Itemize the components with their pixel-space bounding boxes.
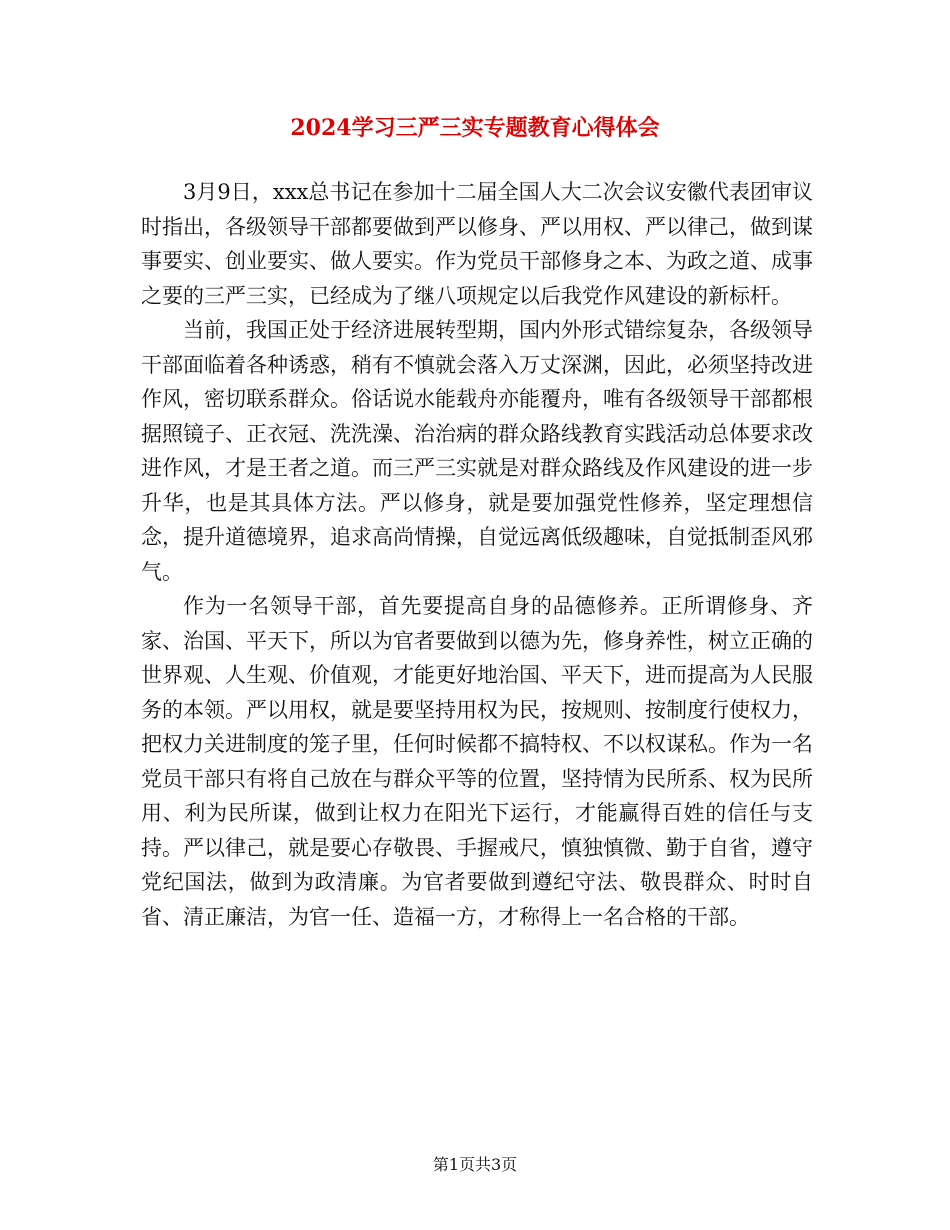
document-body (141, 175, 813, 934)
document-title: 2024学习三严三实专题教育心得体会 (290, 115, 660, 141)
paragraph-2: 当前，我国正处于经济进展转型期，国内外形式错综复杂，各级领导干部面临着各种诱惑，稍有不慎就会落入万丈深渊，因此，必须坚持改进作风，密切联系群众。俗话说水能载舟亦能覆舟，唯有各级领导干部都根据照镜子、正衣冠、洗洗澡、治治病的群众路线教育实践活动总体要求改进作风，才是王者之道。而三严三实就是对群众路线及作风建设的进一步升华，也是其具体方法。严以修身，就是要加强党性修养，坚定理想信念，提升道德境界，追求高尚情操，自觉远离低级趣味，自觉抵制歪风邪气。 (141, 318, 813, 584)
page-number-footer: 第1页共3页 (432, 1155, 518, 1174)
paragraph-3: 作为一名领导干部，首先要提高自身的品德修养。正所谓修身、齐家、治国、平天下，所以为官者要做到以德为先，修身养性，树立正确的世界观、人生观、价值观，才能更好地治国、平天下，进而提高为人民服务的本领。严以用权，就是要坚持用权为民，按规则、按制度行使权力，把权力关进制度的笼子里，任何时候都不搞特权、不以权谋私。作为一名党员干部只有将自己放在与群众平等的位置，坚持情为民所系、权为民所用、利为民所谋，做到让权力在阳光下运行，才能赢得百姓的信任与支持。严以律己，就是要心存敬畏、手握戒尺，慎独慎微、勤于自省，遵守党纪国法，做到为政清廉。为官者要做到遵纪守法、敬畏群众、时时自省、清正廉洁，为官一任、造福一方，才称得上一名合格的干部。 (141, 594, 813, 929)
paragraph-1: 3月9日，xxx总书记在参加十二届全国人大二次会议安徽代表团审议时指出，各级领导干部都要做到严以修身、严以用权、严以律己，做到谋事要实、创业要实、做人要实。作为党员干部修身之本、为政之道、成事之要的三严三实，已经成为了继八项规定以后我党作风建设的新标杆。 (141, 180, 813, 308)
